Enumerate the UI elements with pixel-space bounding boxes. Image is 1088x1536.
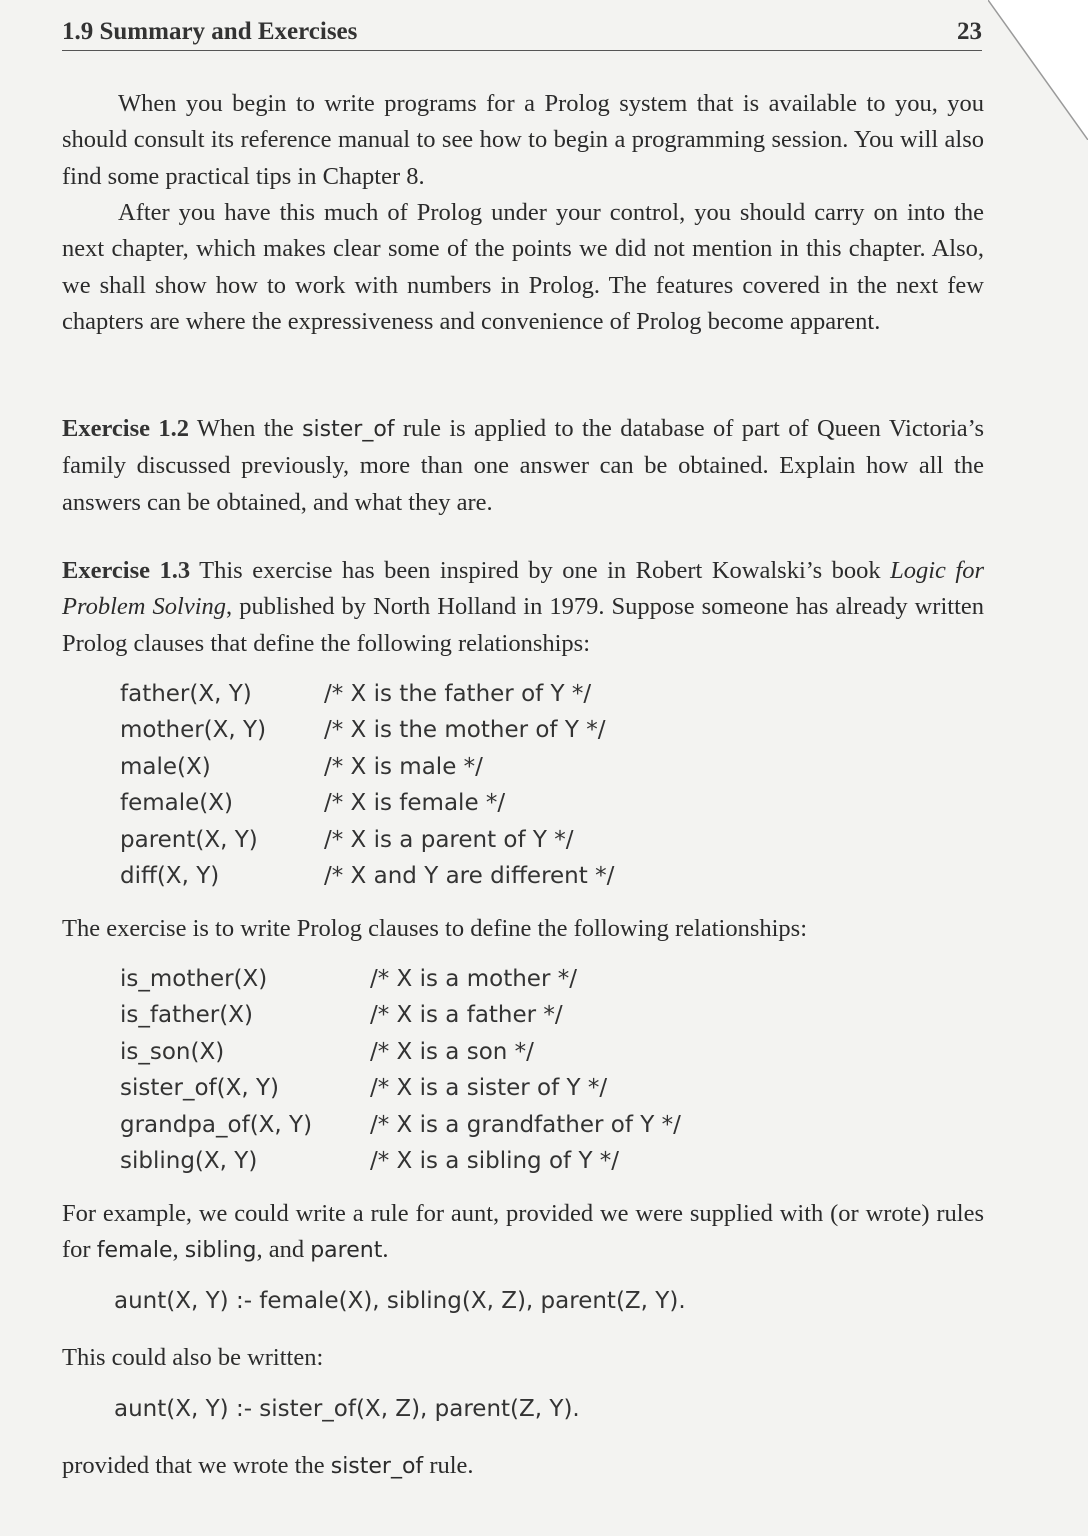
clause: diff(X, Y) [120, 862, 220, 889]
comment: /* X is a mother */ [370, 966, 577, 992]
exercise-1-2-text-a: When the [188, 415, 303, 442]
paragraph-1: When you begin to write programs for a Prolog system that is available to you, you should consult its reference manual to see how to begin a programming session. You will also find some practical tips in Chapter 8. [62, 90, 984, 190]
clause: mother(X, Y) [120, 717, 267, 744]
page-corner-fold [988, 0, 1088, 140]
aunt-rule-2: aunt(X, Y) :- sister_of(X, Z), parent(Z, Y). [114, 1396, 580, 1422]
clause: parent(X, Y) [120, 826, 258, 853]
clause: female(X) [120, 790, 233, 817]
page-number: 23 [957, 18, 982, 45]
comment: /* X is the mother of Y */ [324, 717, 606, 744]
section-title: 1.9 Summary and Exercises [62, 18, 358, 45]
clause: father(X, Y) [120, 681, 252, 707]
comment: /* X and Y are different */ [324, 862, 615, 889]
exercise-1-3-text-a: This exercise has been inspired by one in Robert Kowalski’s book [190, 557, 891, 584]
example-text-b: . [382, 1236, 389, 1264]
clause: is_mother(X) [120, 966, 268, 992]
example-text-a: For example, we could write a rule for aunt, provided we were supplied with (or wrote) rules for [62, 1200, 984, 1264]
clause: is_father(X) [120, 1002, 253, 1029]
comment: /* X is a sibling of Y */ [370, 1147, 620, 1174]
code-parent: parent [310, 1238, 383, 1264]
aunt-rule-1: aunt(X, Y) :- female(X), sibling(X, Z), parent(Z, Y). [114, 1288, 686, 1314]
book-title: Logic for Problem Solving [62, 557, 984, 621]
comment: /* X is a sister of Y */ [370, 1075, 608, 1102]
exercise-1-3-text-b: , published by North Holland in 1979. Suppose someone has already written Prolog clauses that define the following relationships: [62, 593, 985, 657]
paragraph-2: After you have this much of Prolog under your control, you should carry on into the next chapter, which makes clear some of the points we did not mention in this chapter. Also, we shall show how to work with numbers in Prolog. The features covered in the next few chapters are where the expressiveness and convenience of Prolog become apparent. [62, 199, 984, 335]
code-sibling: sibling [184, 1238, 257, 1264]
comment: /* X is female */ [324, 790, 506, 817]
separator: , and [256, 1236, 311, 1264]
clause: male(X) [120, 753, 211, 780]
comment: /* X is male */ [324, 753, 483, 780]
code-female: female [96, 1238, 173, 1264]
exercise-1-2-label: Exercise 1.2 [62, 415, 189, 442]
separator: , [172, 1236, 185, 1264]
exercise-1-3 [62, 553, 984, 662]
exercise-1-2 [62, 411, 984, 521]
clause: sister_of(X, Y) [120, 1075, 280, 1102]
exercise-1-2-code: sister_of [302, 417, 395, 442]
final-text-a: provided that we wrote the [62, 1452, 331, 1479]
comment: /* X is a father */ [370, 1002, 563, 1029]
exercise-1-3-label: Exercise 1.3 [62, 557, 191, 584]
final-sentence [62, 1448, 984, 1485]
clause: sibling(X, Y) [120, 1147, 258, 1174]
running-header [62, 16, 982, 51]
clause: grandpa_of(X, Y) [120, 1111, 313, 1138]
comment: /* X is a parent of Y */ [324, 826, 574, 853]
comment: /* X is the father of Y */ [324, 681, 592, 707]
example-paragraph [62, 1196, 984, 1270]
also-written-text: This could also be written: [62, 1344, 324, 1371]
comment: /* X is a son */ [370, 1038, 534, 1065]
final-code: sister_of [330, 1454, 424, 1479]
exercise-1-2-text-b: rule is applied to the database of part of Queen Victoria’s family discussed previously, more than one answer can be obtained. Explain how all the answers can be obtained, and what they are. [62, 415, 984, 516]
final-text-b: rule. [423, 1452, 474, 1479]
exercise-intro: The exercise is to write Prolog clauses to define the following relationships: [62, 915, 808, 942]
clause: is_son(X) [120, 1038, 225, 1065]
comment: /* X is a grandfather of Y */ [370, 1111, 681, 1138]
